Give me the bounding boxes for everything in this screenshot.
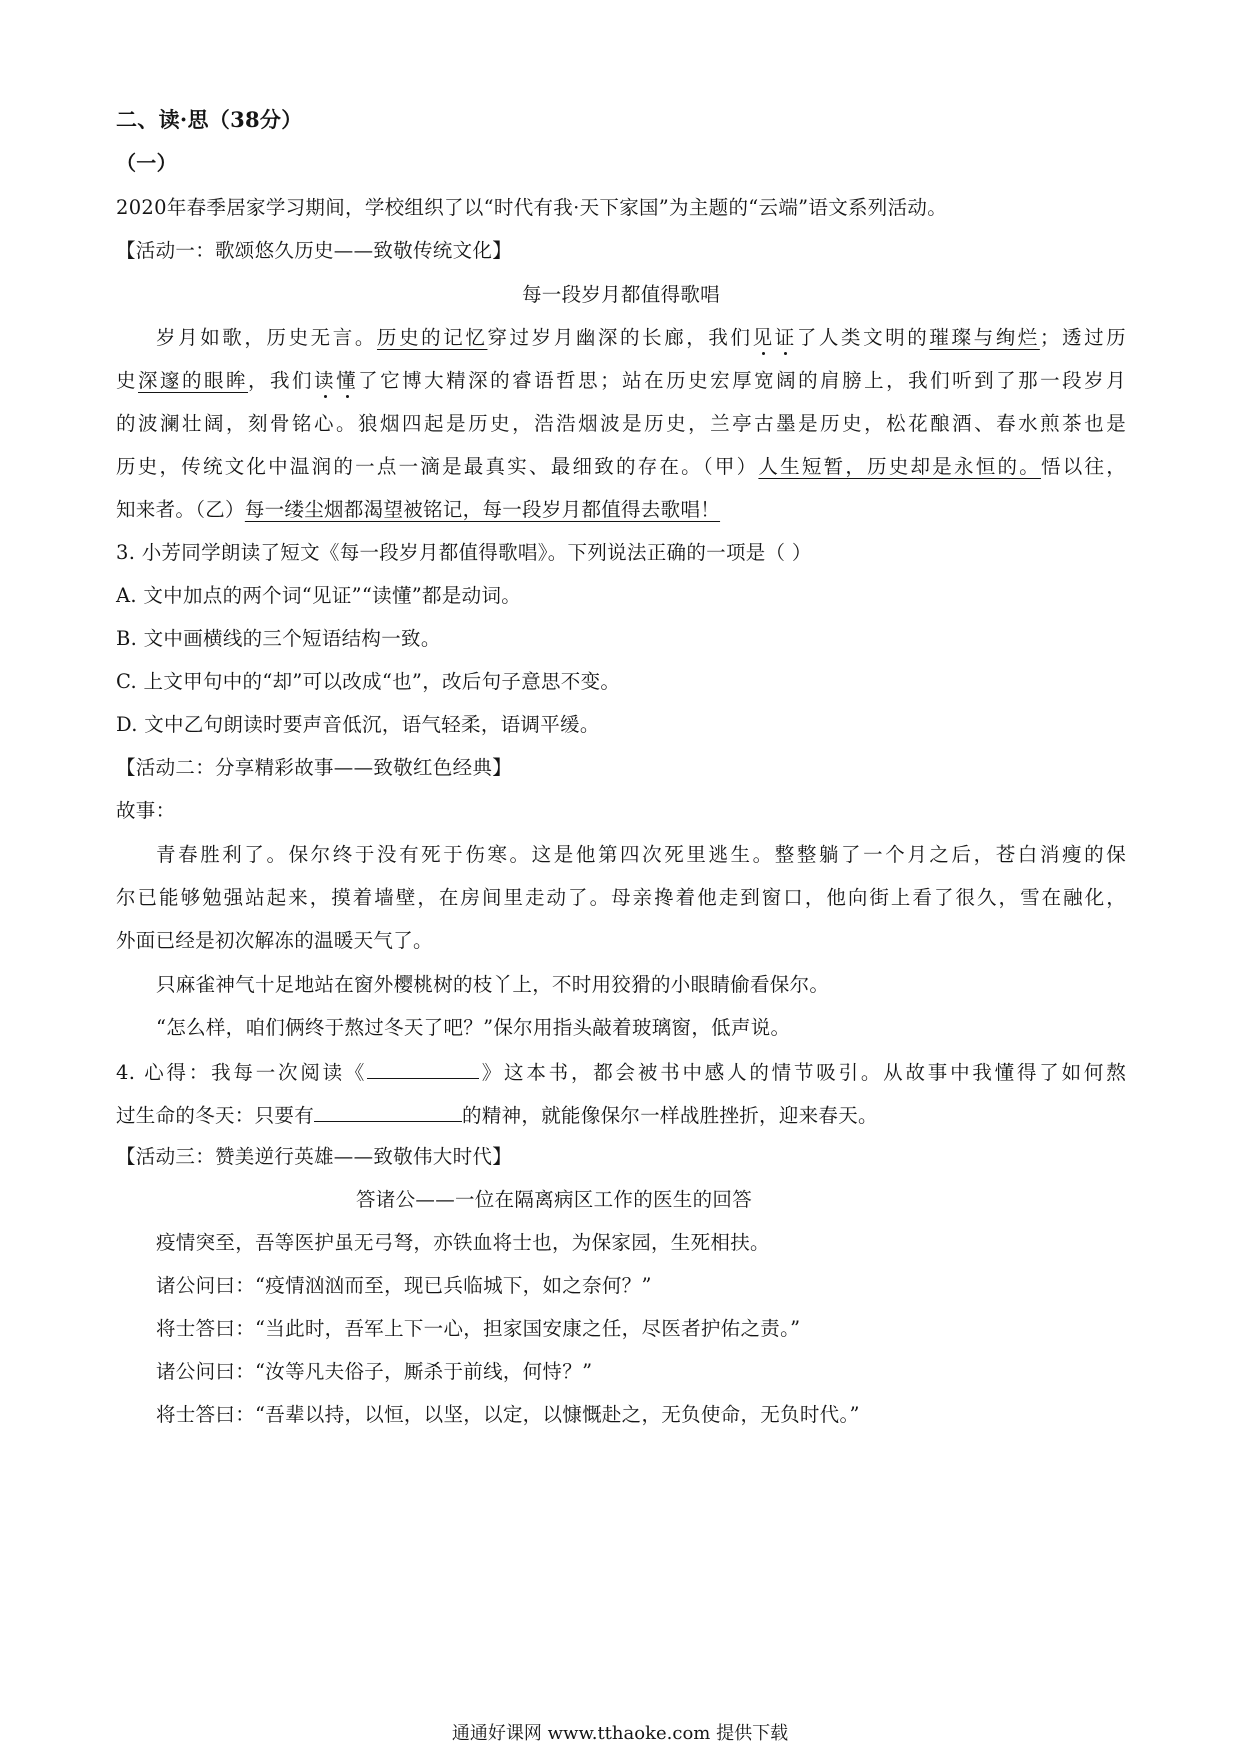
text-span: 的精神，就能像保尔一样战胜挫折，迎来春天。 <box>462 1104 878 1127</box>
underlined-sentence-jia: 人生短暂，历史却是永恒的。 <box>758 455 1041 478</box>
passage-line-2 <box>116 366 1126 396</box>
activity2-heading: 【活动二：分享精彩故事——致敬红色经典】 <box>116 756 513 779</box>
story-line: 青春胜利了。保尔终于没有死于伤寒。这是他第四次死里逃生。整整躺了一个月之后，苍白消瘦的保 <box>156 843 1126 866</box>
underlined-phrase: 历史的记忆 <box>376 326 488 349</box>
page-footer: 通通好课网 www.tthaoke.com 提供下载 <box>451 1723 789 1744</box>
text-span: 穿过岁月幽深的长廊，我们 <box>487 326 753 349</box>
text-span: 知来者。（乙） <box>116 498 245 521</box>
passage-line-5 <box>116 495 1126 525</box>
story-line: 外面已经是初次解冻的温暖天气了。 <box>116 929 433 952</box>
activity1-article-title: 每一段岁月都值得歌唱 <box>521 283 720 306</box>
text-span: 了它博大精深的睿语哲思；站在历史宏厚宽阔的肩膀上，我们听到了那一段岁月 <box>358 369 1126 392</box>
dotted-char: 读 <box>314 369 337 392</box>
text-span: 史 <box>116 369 139 392</box>
story-line: 尔已能够勉强站起来，摸着墙壁，在房间里走动了。母亲搀着他走到窗口，他向街上看了很久，雪在融化， <box>116 886 1126 909</box>
text-span: 岁月如歌，历史无言。 <box>156 326 377 349</box>
dotted-char: 懂 <box>336 369 359 392</box>
underlined-sentence-yi: 每一缕尘烟都渴望被铭记，每一段岁月都值得去歌唱！ <box>244 498 721 521</box>
passage-line-3: 的波澜壮阔，刻骨铭心。狼烟四起是历史，浩浩烟波是历史，兰亭古墨是历史，松花酿酒、春水煎茶也是 <box>116 412 1126 435</box>
classical-line: 将士答曰：“吾辈以持，以恒，以坚，以定，以慷慨赴之，无负使命，无负时代。” <box>156 1403 860 1426</box>
text-span: ，我们 <box>248 369 315 392</box>
text-span: 历史，传统文化中温润的一点一滴是最真实、最细致的存在。（甲） <box>116 455 759 478</box>
text-span: 过生命的冬天：只要有 <box>116 1104 315 1127</box>
section-title: 二、读·思（38分） <box>116 107 303 132</box>
question-4-line-1 <box>116 1056 1126 1088</box>
classical-line: 诸公问曰：“疫情汹汹而至，现已兵临城下，如之奈何？” <box>156 1274 652 1297</box>
passage-line-4 <box>116 452 1126 482</box>
activity1-heading: 【活动一：歌颂悠久历史——致敬传统文化】 <box>116 239 513 262</box>
underlined-phrase: 深邃的眼眸 <box>138 369 249 392</box>
text-span: 悟以往， <box>1040 455 1126 478</box>
part-label: （一） <box>116 151 177 175</box>
activity3-article-title: 答诸公——一位在隔离病区工作的医生的回答 <box>356 1188 753 1211</box>
underlined-phrase: 璀璨与绚烂 <box>929 326 1040 349</box>
text-span: 了人类文明的 <box>796 326 930 349</box>
question-4-line-2 <box>116 1099 1126 1131</box>
question-3-option-a: A. 文中加点的两个词“见证”“读懂”都是动词。 <box>116 584 522 607</box>
activity3-heading: 【活动三：赞美逆行英雄——致敬伟大时代】 <box>116 1145 513 1168</box>
question-3-stem: 3. 小芳同学朗读了短文《每一段岁月都值得歌唱》。下列说法正确的一项是（ ） <box>116 541 812 564</box>
fill-in-blank-spirit[interactable] <box>314 1099 462 1122</box>
classical-line: 诸公问曰：“汝等凡夫俗子，厮杀于前线，何恃？” <box>156 1360 593 1383</box>
passage-line-1 <box>156 323 1126 353</box>
story-line: 只麻雀神气十足地站在窗外樱桃树的枝丫上，不时用狡猾的小眼睛偷看保尔。 <box>156 973 830 996</box>
classical-line: 疫情突至，吾等医护虽无弓弩，亦铁血将士也，为保家园，生死相扶。 <box>156 1231 770 1254</box>
question-3-option-d: D. 文中乙句朗读时要声音低沉，语气轻柔，语调平缓。 <box>116 713 600 736</box>
story-line: “怎么样，咱们俩终于熬过冬天了吧？”保尔用指头敲着玻璃窗，低声说。 <box>156 1016 791 1039</box>
intro-text: 2020年春季居家学习期间，学校组织了以“时代有我·天下家国”为主题的“云端”语文系列活动。 <box>116 196 948 219</box>
story-label: 故事： <box>116 799 176 822</box>
dotted-char: 见 <box>752 326 775 349</box>
question-3-option-c: C. 上文甲句中的“却”可以改成“也”，改后句子意思不变。 <box>116 670 621 693</box>
text-span: 》这本书，都会被书中感人的情节吸引。从故事中我懂得了如何熬 <box>479 1061 1126 1084</box>
question-3-option-b: B. 文中画横线的三个短语结构一致。 <box>116 627 441 650</box>
text-span: ；透过历 <box>1039 326 1126 349</box>
classical-line: 将士答曰：“当此时，吾军上下一心，担家国安康之任，尽医者护佑之责。” <box>156 1317 801 1340</box>
text-span: 4. 心得：我每一次阅读《 <box>116 1061 368 1084</box>
fill-in-blank-book[interactable] <box>367 1056 479 1079</box>
dotted-char: 证 <box>774 326 797 349</box>
